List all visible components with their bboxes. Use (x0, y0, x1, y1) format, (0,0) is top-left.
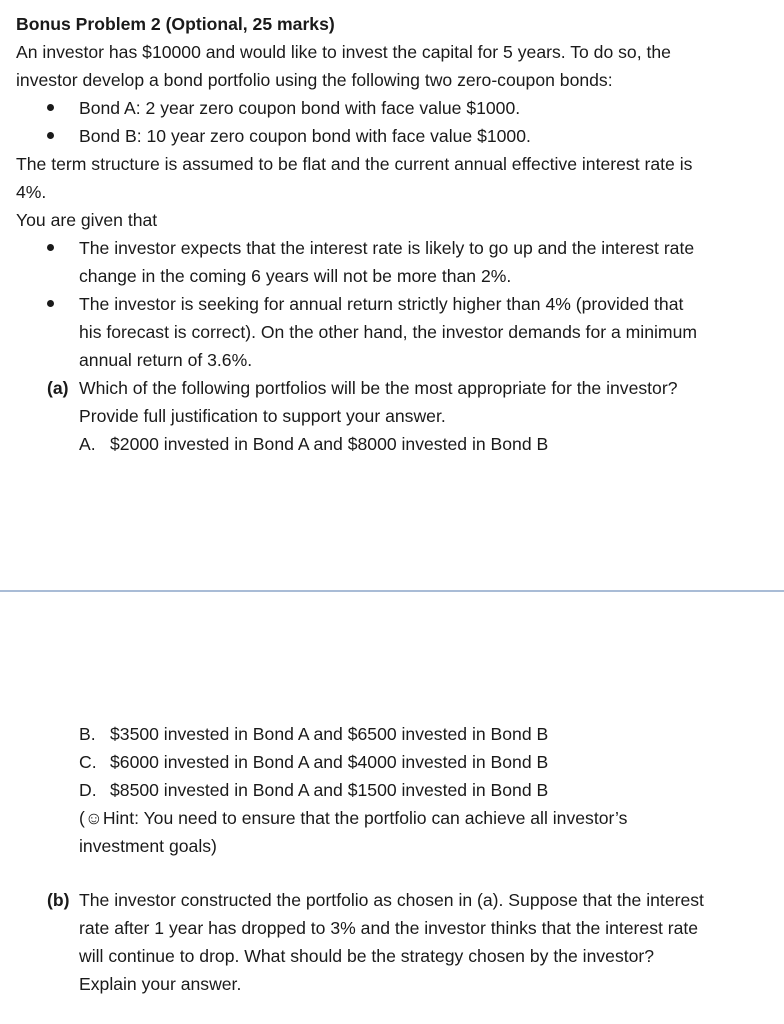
part-a-line-2: Provide full justification to support your answer. (79, 406, 446, 426)
term-structure-line-2: 4%. (16, 182, 47, 202)
part-b-line-2: rate after 1 year has dropped to 3% and the investor thinks that the interest rate (79, 918, 699, 938)
option-d-letter: D. (79, 780, 97, 800)
bullet-icon (47, 104, 54, 111)
part-a-line-1: Which of the following portfolios will be the most appropriate for the investor? (79, 378, 678, 398)
part-b-label: (b) (47, 890, 70, 910)
part-b-line-3: will continue to drop. What should be the strategy chosen by the investor? (79, 946, 655, 966)
hint-line-2: investment goals) (79, 836, 217, 856)
part-b-line-4: Explain your answer. (79, 974, 242, 994)
option-c (79, 751, 548, 773)
problem-title: Bonus Problem 2 (Optional, 25 marks) (16, 14, 335, 34)
page-divider (0, 590, 784, 592)
bullet-icon (47, 300, 54, 307)
given-1-line-2: change in the coming 6 years will not be more than 2%. (79, 266, 512, 286)
bond-a-item: Bond A: 2 year zero coupon bond with face value $1000. (79, 98, 521, 118)
option-a-letter: A. (79, 434, 96, 454)
given-2-line-1: The investor is seeking for annual return strictly higher than 4% (provided that (79, 294, 684, 314)
option-c-text: $6000 invested in Bond A and $4000 invested in Bond B (110, 752, 549, 772)
option-b (79, 723, 548, 745)
bond-b-item: Bond B: 10 year zero coupon bond with face value $1000. (79, 126, 531, 146)
given-heading: You are given that (16, 210, 158, 230)
intro-line-2: investor develop a bond portfolio using the following two zero-coupon bonds: (16, 70, 613, 90)
term-structure-line-1: The term structure is assumed to be flat and the current annual effective interest rate is (16, 154, 693, 174)
given-2-line-3: annual return of 3.6%. (79, 350, 253, 370)
bullet-icon (47, 132, 54, 139)
option-d (79, 779, 548, 801)
option-a (79, 433, 548, 455)
part-a-label: (a) (47, 378, 69, 398)
part-b-line-1: The investor constructed the portfolio as chosen in (a). Suppose that the interest (79, 890, 704, 910)
bullet-icon (47, 244, 54, 251)
option-c-letter: C. (79, 752, 97, 772)
hint-line-1: (☺Hint: You need to ensure that the portfolio can achieve all investor’s (79, 808, 628, 828)
option-b-letter: B. (79, 724, 96, 744)
given-2-line-2: his forecast is correct). On the other hand, the investor demands for a minimum (79, 322, 698, 342)
option-d-text: $8500 invested in Bond A and $1500 invested in Bond B (110, 780, 549, 800)
intro-line-1: An investor has $10000 and would like to invest the capital for 5 years. To do so, the (16, 42, 671, 62)
given-1-line-1: The investor expects that the interest rate is likely to go up and the interest rate (79, 238, 695, 258)
option-b-text: $3500 invested in Bond A and $6500 invested in Bond B (110, 724, 549, 744)
option-a-text: $2000 invested in Bond A and $8000 invested in Bond B (110, 434, 549, 454)
